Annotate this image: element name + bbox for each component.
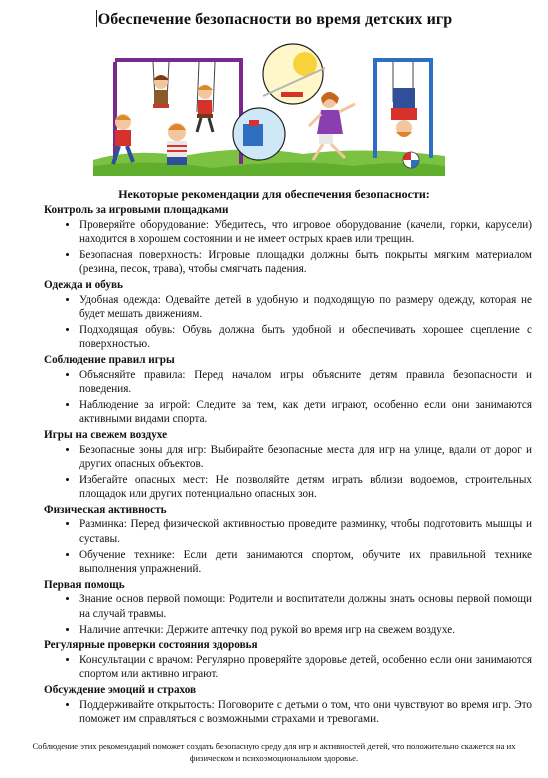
bullet-list	[44, 218, 532, 277]
child-on-swing-left	[153, 75, 169, 108]
bullet-list	[44, 698, 532, 727]
text-cursor	[96, 10, 97, 27]
section-title: Контроль за игровыми площадками	[44, 204, 229, 216]
bullet-list	[44, 368, 532, 427]
list-item: • Безопасные зоны для игр: Выбирайте безопасные места для игр на улице, вдали от дорог и других опасных объектов.	[79, 443, 532, 472]
section-title: Одежда и обувь	[44, 278, 123, 291]
section	[44, 638, 532, 682]
list-item: • Знание основ первой помощи: Родители и воспитатели должны знать основы первой помощи на случай травмы.	[79, 592, 532, 621]
list-item: • Поддерживайте открытость: Поговорите с детьми о том, что они чувствуют во время игр. Это поможет им справляться с возможными страхами и тревогами.	[79, 698, 532, 727]
section-title: Первая помощь	[44, 578, 125, 591]
magnified-detail-circle	[233, 108, 285, 160]
list-item: • Разминка: Перед физической активностью проведите разминку, чтобы подготовить мышцы и суставы.	[79, 517, 532, 546]
list-item: • Безопасная поверхность: Игровые площадки должны быть покрыты мягким материалом (резина, песок, трава), чтобы смягчать падения.	[79, 248, 532, 277]
list-item: • Удобная одежда: Одевайте детей в удобную и подходящую по размеру одежду, которая не будет мешать движениям.	[79, 293, 532, 322]
children-playground-illustration	[93, 40, 445, 176]
section-title: Соблюдение правил игры	[44, 353, 175, 366]
bullet-list	[44, 653, 532, 682]
list-item: • Объясняйте правила: Перед началом игры объясните детям правила безопасности и поведения.	[79, 368, 532, 397]
ball-icon	[403, 152, 419, 168]
list-item: • Наблюдение за игрой: Следите за тем, как дети играют, особенно если они занимаются активными видами спорта.	[79, 398, 532, 427]
section-title: Игры на свежем воздухе	[44, 428, 168, 441]
upside-down-child	[391, 88, 417, 137]
section	[44, 578, 532, 637]
footer-note: Соблюдение этих рекомендаций поможет создать безопасную среду для игр и активностей детей, что положительно скажется на их физическом и психоэмоциональном здоровье.	[32, 741, 516, 763]
list-item: • Наличие аптечки: Держите аптечку под рукой во время игр на свежем воздухе.	[79, 623, 532, 638]
list-item: • Избегайте опасных мест: Не позволяйте детям играть вблизи водоемов, строительных площадок или других потенциально опасных зон.	[79, 473, 532, 502]
section	[44, 353, 532, 427]
list-item: • Обучение технике: Если дети занимаются спортом, обучите их правильной технике выполнения упражнений.	[79, 548, 532, 577]
recommendations-heading: Некоторые рекомендации для обеспечения безопасности:	[118, 187, 430, 201]
section	[44, 428, 532, 502]
section	[44, 203, 532, 277]
child-on-swing-right	[197, 85, 213, 132]
bullet-list	[44, 592, 532, 637]
section	[44, 503, 532, 577]
section	[44, 278, 532, 352]
document-title: Обеспечение безопасности во время детских игр	[97, 11, 453, 28]
sun-circle	[263, 44, 325, 104]
section-title: Обсуждение эмоций и страхов	[44, 684, 197, 696]
section-title: Регулярные проверки состояния здоровья	[44, 639, 258, 652]
bullet-list	[44, 517, 532, 576]
woman-running	[309, 92, 355, 160]
sections-container	[44, 203, 532, 728]
bullet-list	[44, 443, 532, 502]
section-title: Физическая активность	[44, 503, 167, 516]
list-item: • Проверяйте оборудование: Убедитесь, что игровое оборудование (качели, горки, карусели) находится в хорошем состоянии и не имеет острых краев или трещин.	[79, 218, 532, 247]
list-item: • Подходящая обувь: Обувь должна быть удобной и обеспечивать хорошее сцепление с поверхностью.	[79, 323, 532, 352]
bullet-list	[44, 293, 532, 352]
section	[44, 683, 532, 727]
list-item: • Консультации с врачом: Регулярно проверяйте здоровье детей, особенно если они занимаются спортом или активно играют.	[79, 653, 532, 682]
child-in-striped-shirt	[167, 123, 187, 165]
